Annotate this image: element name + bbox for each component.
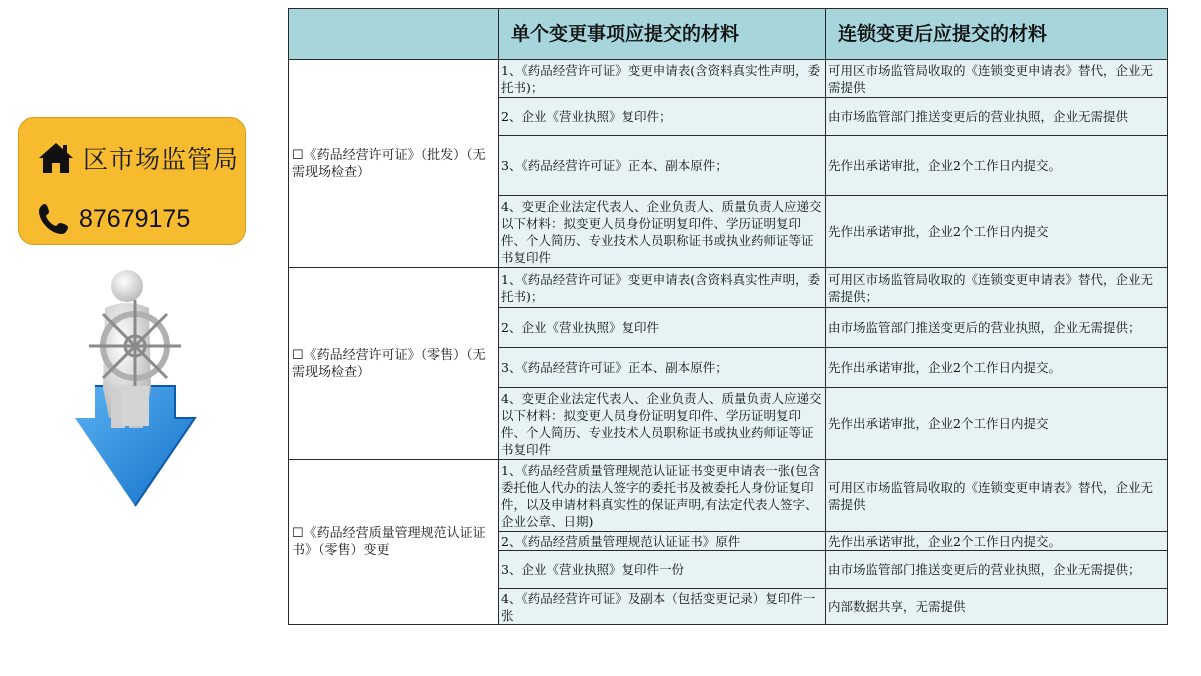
alternative-cell: 先作出承诺审批，企业2个工作日内提交 (826, 388, 1168, 460)
table-header-row (289, 9, 1168, 60)
office-label: 区市场监管局 (83, 145, 240, 174)
material-cell: 1、《药品经营许可证》变更申请表(含资料真实性声明，委托书)； (499, 268, 826, 308)
item-cell: ☐《药品经营许可证》（零售）（无需现场检查） (289, 268, 499, 460)
material-cell: 2、企业《营业执照》复印件； (499, 98, 826, 136)
materials-table (288, 8, 1168, 625)
ship-wheel-icon (89, 300, 181, 392)
header-single-materials: 单个变更事项应提交的材料 (499, 9, 826, 60)
alternative-cell: 可用区市场监管局收取的《连锁变更申请表》替代，企业无需提供 (826, 60, 1168, 98)
header-item (289, 9, 499, 60)
home-icon (37, 141, 75, 175)
material-cell: 4、变更企业法定代表人、企业负责人、质量负责人应递交以下材料：拟变更人员身份证明复印件、学历证明复印件、个人简历、专业技术人员职称证书或执业药师证等证书复印件 (499, 388, 826, 460)
material-cell: 3、企业《营业执照》复印件一份 (499, 551, 826, 589)
alternative-cell: 先作出承诺审批，企业2个工作日内提交。 (826, 348, 1168, 388)
alternative-cell: 由市场监管部门推送变更后的营业执照，企业无需提供； (826, 308, 1168, 348)
header-chain-materials: 连锁变更后应提交的材料 (826, 9, 1168, 60)
material-cell: 2、企业《营业执照》复印件 (499, 308, 826, 348)
table-row (289, 60, 1168, 98)
phone-icon (37, 202, 71, 236)
alternative-cell: 可用区市场监管局收取的《连锁变更申请表》替代，企业无需提供 (826, 460, 1168, 532)
material-cell: 2、《药品经营质量管理规范认证证书》原件 (499, 532, 826, 551)
contact-card (18, 117, 246, 245)
alternative-cell: 先作出承诺审批，企业2个工作日内提交 (826, 196, 1168, 268)
material-cell: 1、《药品经营许可证》变更申请表(含资料真实性声明，委托书)； (499, 60, 826, 98)
alternative-cell: 由市场监管部门推送变更后的营业执照，企业无需提供 (826, 98, 1168, 136)
alternative-cell: 先作出承诺审批，企业2个工作日内提交。 (826, 532, 1168, 551)
alternative-cell: 内部数据共享，无需提供 (826, 589, 1168, 625)
helm-figure-illustration (65, 268, 205, 513)
material-cell: 4、变更企业法定代表人、企业负责人、质量负责人应递交以下材料：拟变更人员身份证明复印件、学历证明复印件、个人简历、专业技术人员职称证书或执业药师证等证书复印件 (499, 196, 826, 268)
phone-number: 87679175 (79, 204, 191, 233)
item-cell: ☐《药品经营许可证》（批发）（无需现场检查） (289, 60, 499, 268)
table-row (289, 268, 1168, 308)
alternative-cell: 可用区市场监管局收取的《连锁变更申请表》替代，企业无需提供； (826, 268, 1168, 308)
alternative-cell: 先作出承诺审批，企业2个工作日内提交。 (826, 136, 1168, 196)
material-cell: 3、《药品经营许可证》正本、副本原件； (499, 348, 826, 388)
material-cell: 3、《药品经营许可证》正本、副本原件； (499, 136, 826, 196)
table-row (289, 460, 1168, 532)
office-row (37, 140, 239, 176)
phone-row (37, 202, 190, 236)
material-cell: 4、《药品经营许可证》及副本（包括变更记录）复印件一张 (499, 589, 826, 625)
material-cell: 1、《药品经营质量管理规范认证证书变更申请表一张(包含委托他人代办的法人签字的委托书及被委托人身份证复印件，以及申请材料真实性的保证声明,有法定代表人签字、企业公章、日期) (499, 460, 826, 532)
alternative-cell: 由市场监管部门推送变更后的营业执照，企业无需提供； (826, 551, 1168, 589)
item-cell: ☐《药品经营质量管理规范认证证书》（零售）变更 (289, 460, 499, 625)
